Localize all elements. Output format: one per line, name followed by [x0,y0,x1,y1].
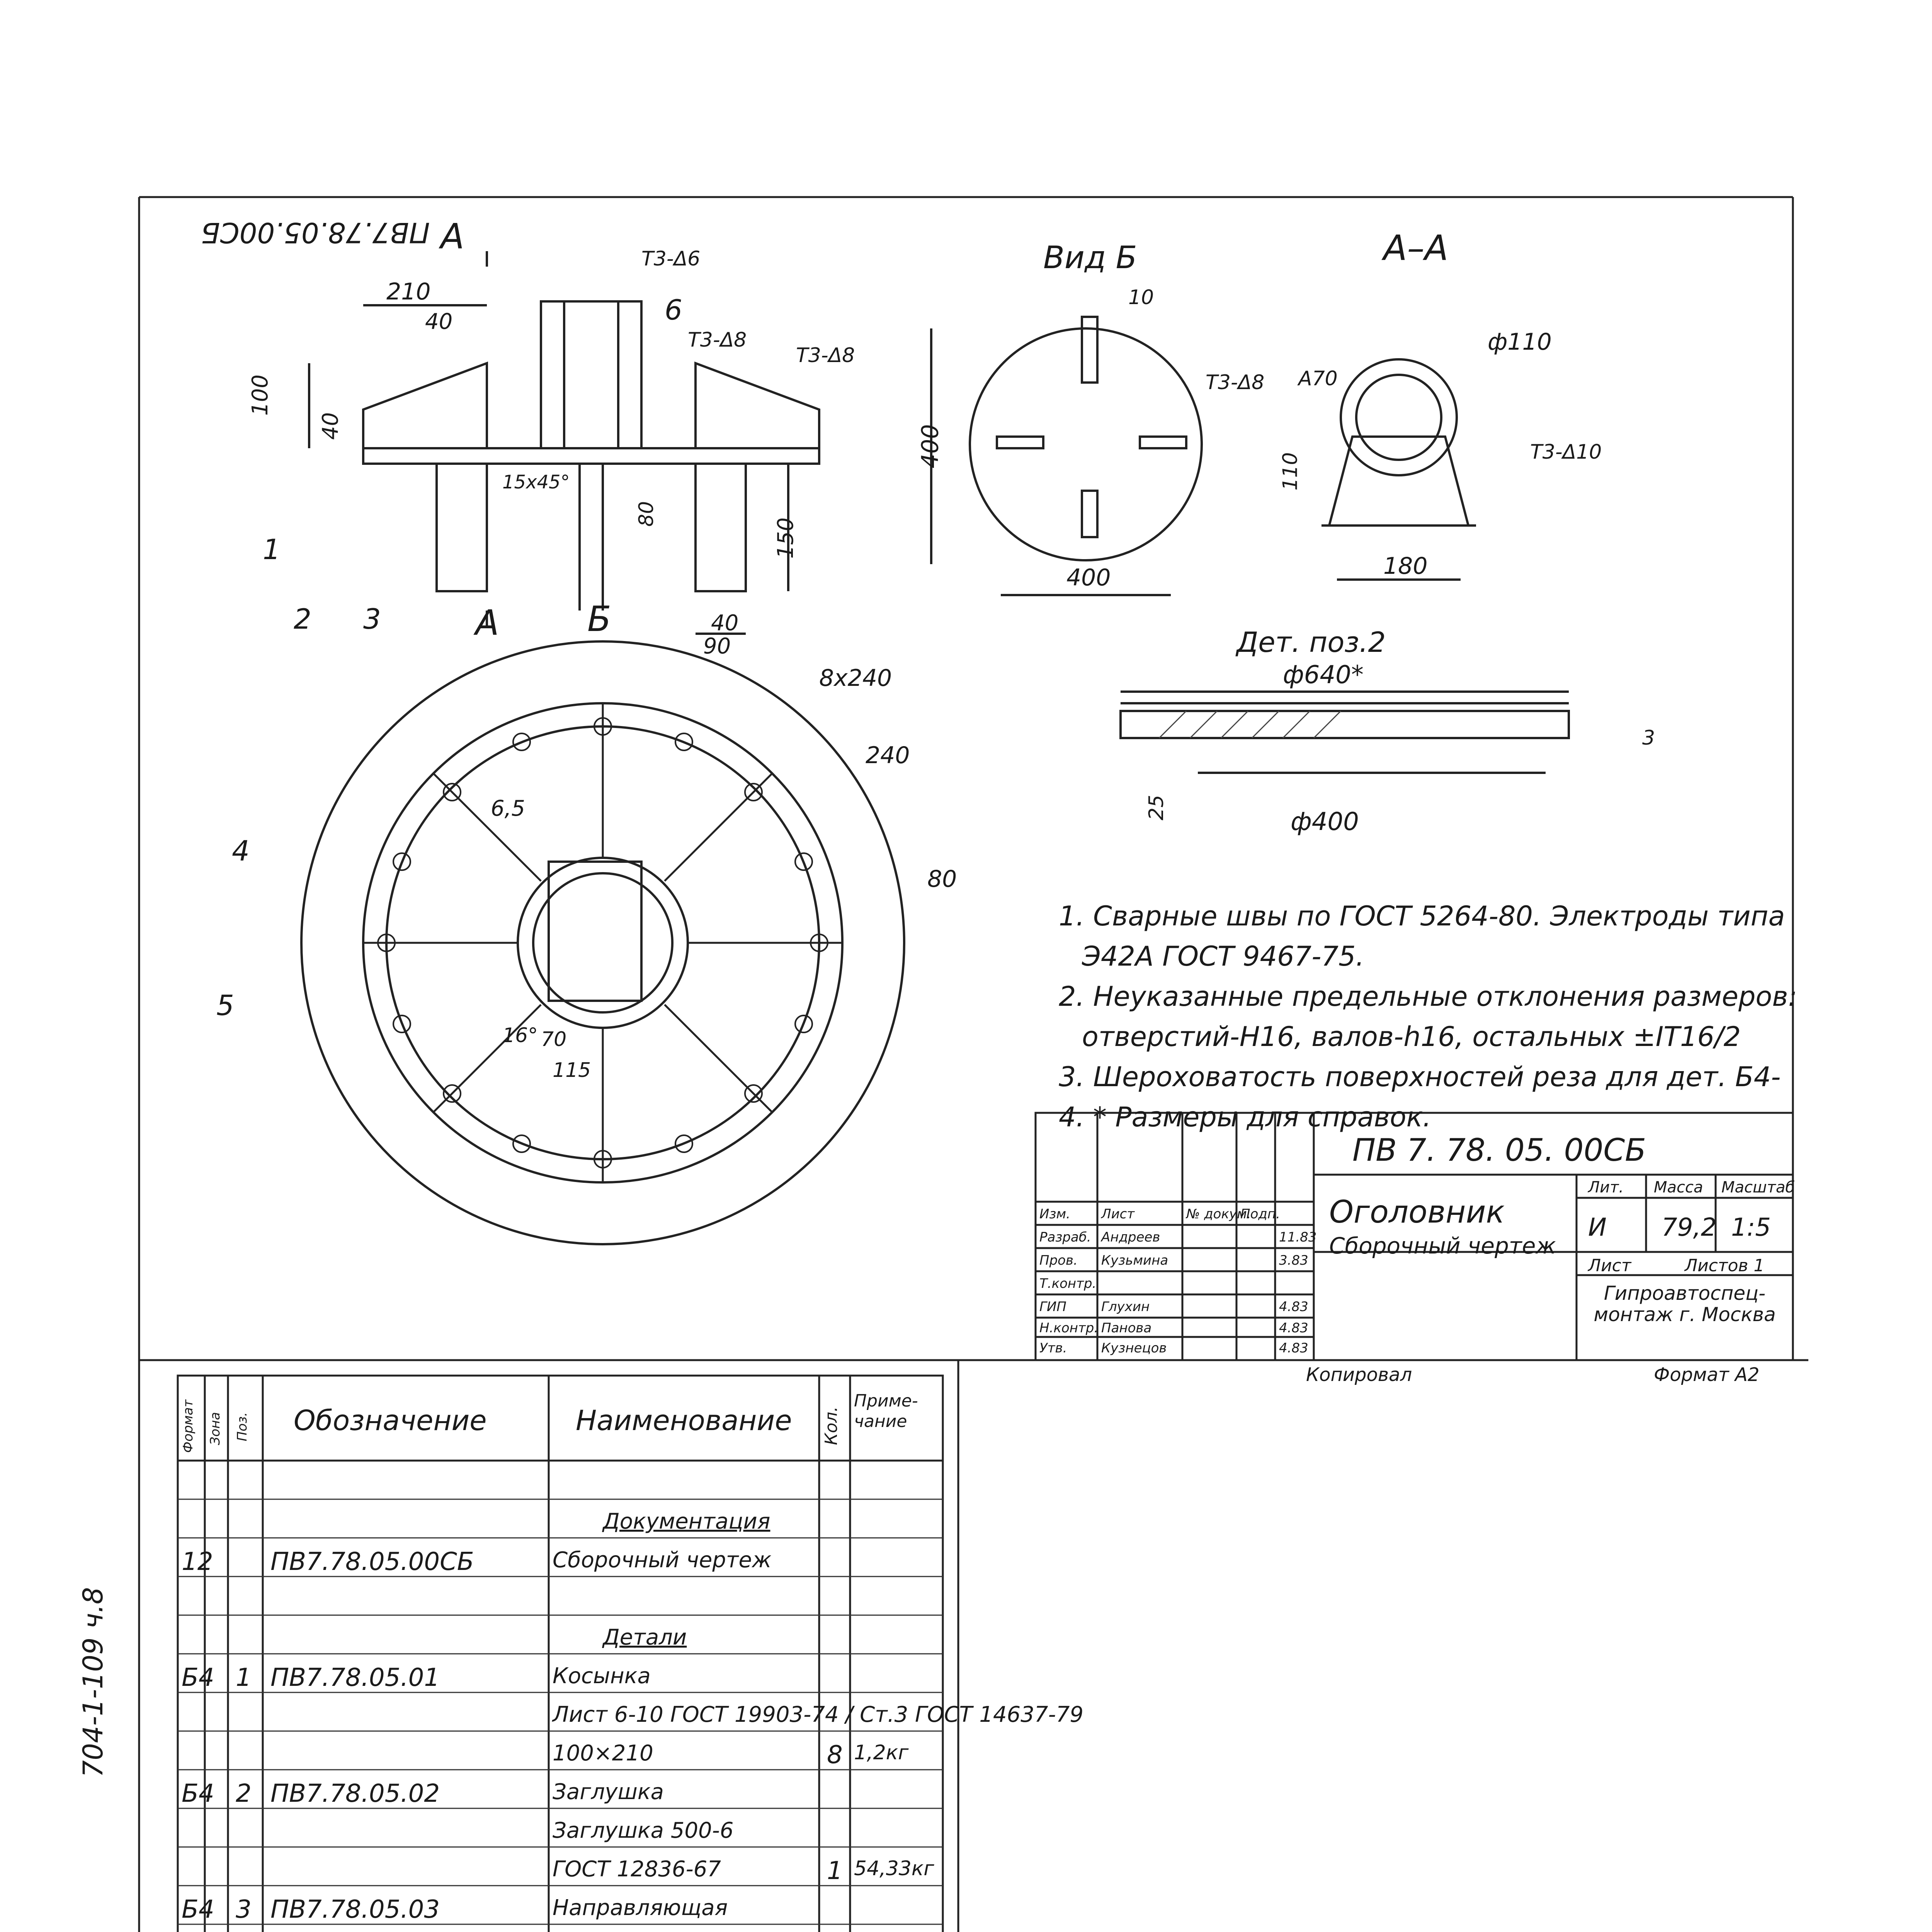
spec-cell-name: Лист 6-10 ГОСТ 19903-74 / Ст.3 ГОСТ 14637-79 [553,1702,1084,1727]
spec-cell-name: Детали [603,1625,687,1650]
view-b [931,317,1202,595]
detail-label: Дет. поз.2 [1236,626,1386,658]
title-scale: 1:5 [1731,1213,1771,1242]
dim-80b: 80 [927,866,957,893]
section-a-a [1321,359,1476,580]
spec-cell-name: ГОСТ 12836-67 [553,1857,721,1882]
spec-cell-name: Направляющая [553,1895,728,1920]
dim-90: 90 [703,634,731,659]
spec-cell-designation: ПВ7.78.05.01 [270,1663,440,1692]
dim-100: 100 [247,374,273,416]
title-code: ПВ 7. 78. 05. 00СБ [1352,1132,1646,1168]
spec-header-designation: Обозначение [294,1404,487,1437]
dim-phi640: ф640* [1283,661,1364,689]
dim-3: 3 [1642,726,1655,750]
dim-phi110: ф110 [1488,328,1552,355]
note-line: 4. * Размеры для справок. [1059,1101,1432,1133]
dim-400b: 400 [1066,564,1111,591]
dim-25: 25 [1145,794,1168,821]
role-date: 11.83 [1279,1230,1317,1245]
role-date: 4.83 [1279,1320,1308,1336]
dim-16: 16° [502,1024,538,1047]
spec-cell-pos: 1 [236,1663,252,1692]
spec-header-qty: Кол. [821,1406,841,1445]
spec-header-pos: Поз. [235,1412,250,1441]
title-lit-header: Лит. [1588,1179,1624,1196]
technical-notes [1059,900,1797,1141]
role-name: Кузьмина [1101,1253,1168,1268]
view-marker-b: Б [587,599,611,639]
archive-stamp: 704-1-109 ч.8 [77,1587,109,1777]
title-copied: Копировал [1306,1364,1412,1386]
title-name: Оголовник [1329,1194,1505,1230]
role-label: Пров. [1039,1253,1078,1268]
view-b-label: Вид Б [1043,240,1137,276]
weld-mark-5: Т3-Δ10 [1530,440,1602,464]
dim-180: 180 [1383,553,1428,580]
title-format: Формат А2 [1654,1364,1760,1386]
dim-150: 150 [773,517,798,559]
position-4: 4 [232,835,250,867]
position-2: 2 [294,603,311,635]
spec-cell-name: Косынка [553,1663,651,1689]
dim-40b: 40 [318,412,344,440]
spec-cell-name: Заглушка [553,1779,664,1804]
title-doc-type: Сборочный чертеж [1329,1233,1556,1259]
spec-cell-qty: 1 [827,1857,843,1885]
spec-header-format: Формат [180,1400,196,1453]
dim-40c: 40 [711,611,739,636]
plan-view [301,641,904,1244]
role-name: Андреев [1101,1230,1160,1245]
role-date: 3.83 [1279,1253,1308,1268]
dim-110: 110 [1279,452,1302,491]
role-label: Утв. [1039,1340,1067,1356]
role-label: ГИП [1039,1299,1066,1315]
role-date: 4.83 [1279,1340,1308,1356]
role-date: Подп. [1240,1206,1280,1222]
spec-header-note: Приме-чание [854,1391,918,1431]
rotated-code: ПВ7.78.05.00СБ [201,216,430,249]
dim-70: 70 [541,1028,567,1051]
spec-cell-designation: ПВ7.78.05.02 [270,1779,440,1808]
weld-mark-3: Т3-Δ8 [796,344,855,367]
spec-header-name: Наименование [576,1404,792,1437]
title-lit: И [1588,1213,1607,1242]
note-line: 2. Неуказанные предельные отклонения размеров: [1059,981,1798,1012]
dim-10: 10 [1128,286,1154,309]
position-1: 1 [263,533,281,566]
section-label-a: А [440,216,464,257]
role-label: Разраб. [1039,1230,1091,1245]
weld-mark-2: Т3-Δ8 [688,328,747,352]
spec-cell-note: 1,2кг [854,1741,909,1764]
front-view [309,251,819,634]
spec-cell-name: Документация [603,1509,770,1534]
position-6: 6 [665,294,682,326]
spec-cell-designation: ПВ7.78.05.00СБ [270,1548,474,1576]
note-line: Э42А ГОСТ 9467-75. [1082,940,1364,972]
note-line: отверстий-Н16, валов-h16, остальных ±IT16/2 [1082,1021,1741,1053]
spec-cell-pos: 2 [236,1779,252,1808]
dim-40a: 40 [425,309,453,334]
spec-cell-name: Заглушка 500-6 [553,1818,734,1843]
role-label: Т.контр. [1039,1276,1097,1291]
note-line: 3. Шероховатость поверхностей реза для дет. Б4- [1059,1061,1781,1093]
position-5: 5 [216,989,234,1022]
spec-header-zone: Зона [207,1412,223,1445]
title-sheet: Лист [1588,1256,1631,1276]
detail-pos-2 [1121,692,1569,773]
dim-400a: 400 [917,424,944,469]
dim-65: 6,5 [491,796,526,821]
title-mass: 79,2 [1662,1213,1717,1242]
section-a-a-label: А–А [1383,228,1449,269]
title-sheets: Листов 1 [1685,1256,1765,1276]
role-name: Лист [1101,1206,1135,1222]
spec-cell-name: 100×210 [553,1741,653,1766]
spec-cell-note: 54,33кг [854,1857,934,1880]
spec-cell-designation: ПВ7.78.05.03 [270,1895,440,1924]
spec-cell-qty: 8 [827,1741,843,1769]
role-label: Н.контр. [1039,1320,1099,1336]
dim-115: 115 [553,1059,591,1082]
note-line: 1. Сварные швы по ГОСТ 5264-80. Электроды типа [1059,900,1785,932]
role-date: 4.83 [1279,1299,1308,1315]
weld-mark-4: Т3-Δ8 [1206,371,1265,394]
dim-210: 210 [386,278,431,305]
title-mass-header: Масса [1654,1179,1703,1196]
title-scale-header: Масштаб [1721,1179,1795,1196]
role-label: Изм. [1039,1206,1070,1222]
title-org: Гипроавтоспец-монтаж г. Москва [1594,1282,1776,1326]
spec-cell-format: Б4 [182,1663,214,1692]
spec-cell-format: Б4 [182,1895,214,1924]
role-name: Глухин [1101,1299,1150,1315]
spec-cell-name: Сборочный чертеж [553,1548,772,1573]
section-marker-a2: А [475,603,499,643]
role-name: Кузнецов [1101,1340,1167,1356]
role-sign: № докум. [1186,1206,1251,1222]
dim-a70: А70 [1298,367,1338,390]
weld-mark-1: Т3-Δ6 [641,247,701,270]
dim-240: 240 [866,742,910,769]
dim-15x45: 15х45° [502,471,570,493]
spec-cell-pos: 3 [236,1895,252,1924]
position-3: 3 [363,603,381,635]
role-name: Панова [1101,1320,1152,1336]
spec-cell-format: Б4 [182,1779,214,1808]
dim-80: 80 [635,501,658,527]
spec-cell-format: 12 [182,1548,213,1576]
dim-8x240: 8х240 [819,665,892,692]
dim-phi400: ф400 [1291,808,1359,836]
